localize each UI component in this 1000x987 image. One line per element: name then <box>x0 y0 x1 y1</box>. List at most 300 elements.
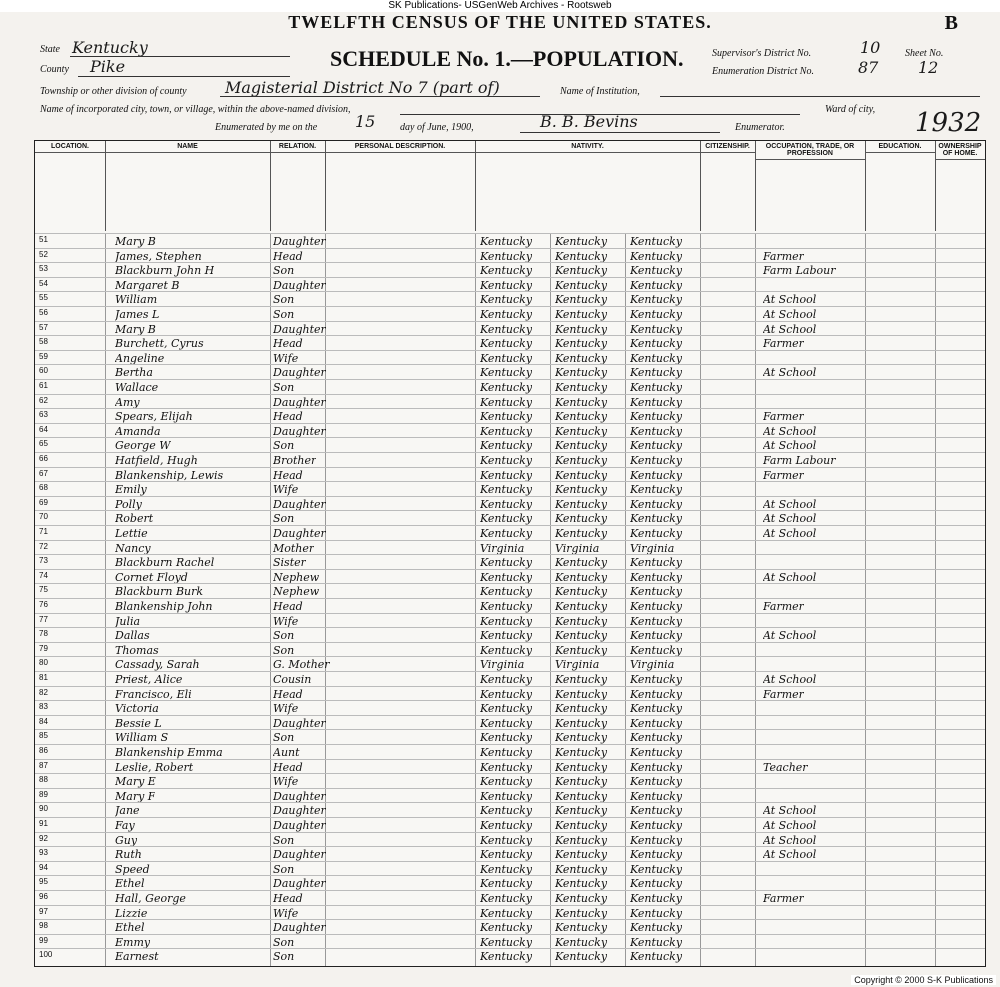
table-row <box>35 248 985 264</box>
birthplace-person: Kentucky <box>480 746 533 759</box>
sheet-label: Sheet No. <box>905 48 944 59</box>
col-citizenship: CITIZENSHIP. <box>700 141 756 231</box>
birthplace-mother: Kentucky <box>630 935 683 949</box>
relation: Wife <box>273 702 299 716</box>
table-row <box>35 934 985 950</box>
table-row <box>35 773 985 789</box>
birthplace-father: Kentucky <box>555 629 608 643</box>
row-number: 54 <box>39 278 48 288</box>
table-row <box>35 700 985 716</box>
person-name: Hatfield, Hugh <box>115 454 198 467</box>
person-name: Bertha <box>115 366 153 380</box>
relation: Son <box>273 950 295 964</box>
relation: Wife <box>273 614 299 628</box>
birthplace-father: Kentucky <box>555 381 608 394</box>
birthplace-person: Kentucky <box>480 716 533 730</box>
table-row <box>35 262 985 278</box>
person-name: Ethel <box>115 877 145 891</box>
table-row <box>35 905 985 921</box>
person-name: Guy <box>115 833 138 847</box>
birthplace-person: Kentucky <box>480 249 533 263</box>
relation: Daughter <box>273 921 326 935</box>
birthplace-father: Kentucky <box>555 527 608 540</box>
birthplace-father: Kentucky <box>555 264 608 278</box>
relation: Wife <box>273 775 299 789</box>
relation: Son <box>273 512 295 526</box>
table-row <box>35 467 985 483</box>
source-banner: SK Publications- USGenWeb Archives - Rootsweb <box>0 0 1000 12</box>
person-name: Amy <box>115 395 140 409</box>
person-name: Mary E <box>115 775 156 789</box>
birthplace-mother: Kentucky <box>630 468 683 482</box>
birthplace-person: Kentucky <box>480 512 533 526</box>
col-relation: RELATION. <box>270 141 326 231</box>
birthplace-person: Virginia <box>480 541 525 555</box>
birthplace-mother: Kentucky <box>630 235 683 248</box>
person-name: Lizzie <box>115 906 148 920</box>
birthplace-mother: Kentucky <box>630 424 683 438</box>
col-personal: PERSONAL DESCRIPTION. <box>325 141 476 231</box>
table-row <box>35 919 985 935</box>
occupation: At School <box>763 497 817 511</box>
birthplace-person: Kentucky <box>480 833 533 847</box>
person-name: Ethel <box>115 921 145 935</box>
birthplace-mother: Kentucky <box>630 512 683 526</box>
relation: G. Mother <box>273 658 330 672</box>
birthplace-mother: Kentucky <box>630 804 683 818</box>
row-number: 82 <box>39 687 48 697</box>
person-name: Emmy <box>115 935 151 949</box>
relation: Daughter <box>273 804 326 818</box>
row-number: 80 <box>39 658 48 668</box>
birthplace-person: Kentucky <box>480 264 533 278</box>
occupation: At School <box>763 527 817 540</box>
row-number: 52 <box>39 249 48 259</box>
birthplace-mother: Kentucky <box>630 877 683 891</box>
birthplace-mother: Kentucky <box>630 337 683 351</box>
row-number: 64 <box>39 424 48 434</box>
occupation: Farmer <box>763 249 804 263</box>
copyright-notice: Copyright © 2000 S-K Publications <box>851 975 996 985</box>
table-row <box>35 613 985 629</box>
birthplace-person: Kentucky <box>480 673 533 686</box>
table-row <box>35 890 985 906</box>
relation: Son <box>273 833 295 847</box>
birthplace-mother: Kentucky <box>630 366 683 380</box>
occupation: Teacher <box>763 760 808 774</box>
state-label: State <box>40 44 60 55</box>
person-name: Fay <box>115 819 135 832</box>
birthplace-father: Kentucky <box>555 235 608 248</box>
row-number: 92 <box>39 833 48 843</box>
row-number: 79 <box>39 643 48 653</box>
table-row <box>35 350 985 366</box>
person-name: Mary F <box>115 789 156 803</box>
person-name: Blackburn John H <box>115 264 215 278</box>
birthplace-mother: Kentucky <box>630 264 683 278</box>
occupation: Farmer <box>763 337 804 351</box>
birthplace-person: Kentucky <box>480 527 533 540</box>
row-number: 85 <box>39 731 48 741</box>
birthplace-mother: Kentucky <box>630 702 683 716</box>
relation: Daughter <box>273 278 326 292</box>
table-row <box>35 510 985 526</box>
birthplace-person: Kentucky <box>480 381 533 394</box>
relation: Daughter <box>273 322 326 336</box>
birthplace-mother: Kentucky <box>630 497 683 511</box>
occupation: At School <box>763 308 817 321</box>
relation: Cousin <box>273 673 312 686</box>
person-name: Cassady, Sarah <box>115 658 200 672</box>
birthplace-person: Kentucky <box>480 556 533 570</box>
birthplace-person: Kentucky <box>480 366 533 380</box>
table-row <box>35 569 985 585</box>
table-row <box>35 481 985 497</box>
birthplace-mother: Kentucky <box>630 760 683 774</box>
birthplace-father: Kentucky <box>555 877 608 891</box>
occupation: At School <box>763 570 817 584</box>
row-number: 67 <box>39 468 48 478</box>
table-row <box>35 846 985 862</box>
relation: Head <box>273 337 303 351</box>
table-row <box>35 394 985 410</box>
row-number: 97 <box>39 906 48 916</box>
relation: Daughter <box>273 497 326 511</box>
birthplace-mother: Kentucky <box>630 322 683 336</box>
relation: Son <box>273 862 295 876</box>
birthplace-mother: Kentucky <box>630 381 683 394</box>
birthplace-person: Kentucky <box>480 950 533 964</box>
birthplace-father: Kentucky <box>555 454 608 467</box>
row-number: 84 <box>39 716 48 726</box>
row-number: 91 <box>39 819 48 828</box>
person-name: Margaret B <box>115 278 180 292</box>
birthplace-mother: Kentucky <box>630 833 683 847</box>
birthplace-person: Kentucky <box>480 337 533 351</box>
table-row <box>35 817 985 833</box>
birthplace-person: Kentucky <box>480 497 533 511</box>
row-number: 90 <box>39 804 48 814</box>
birthplace-father: Kentucky <box>555 570 608 584</box>
row-number: 71 <box>39 527 48 536</box>
person-name: Jane <box>115 804 140 818</box>
table-row <box>35 364 985 380</box>
row-number: 81 <box>39 673 48 682</box>
birthplace-father: Kentucky <box>555 439 608 453</box>
birthplace-mother: Kentucky <box>630 527 683 540</box>
row-number: 76 <box>39 600 48 609</box>
table-row <box>35 437 985 453</box>
table-row <box>35 656 985 672</box>
row-number: 86 <box>39 746 48 755</box>
table-row <box>35 832 985 848</box>
enumeration-day: 15 <box>355 112 376 131</box>
relation: Mother <box>273 541 315 555</box>
birthplace-mother: Kentucky <box>630 556 683 570</box>
table-row <box>35 802 985 818</box>
birthplace-father: Kentucky <box>555 351 608 365</box>
birthplace-father: Kentucky <box>555 906 608 920</box>
relation: Daughter <box>273 366 326 380</box>
row-number: 95 <box>39 877 48 887</box>
table-row <box>35 540 985 556</box>
relation: Son <box>273 381 295 394</box>
person-name: Hall, George <box>115 892 186 905</box>
sheet-letter: B <box>944 12 958 34</box>
person-name: Priest, Alice <box>115 673 183 686</box>
col-occupation: OCCUPATION, TRADE, OR PROFESSION <box>755 141 866 231</box>
birthplace-person: Kentucky <box>480 570 533 584</box>
row-number: 100 <box>39 950 53 960</box>
birthplace-person: Kentucky <box>480 804 533 818</box>
birthplace-mother: Kentucky <box>630 410 683 424</box>
birthplace-person: Kentucky <box>480 351 533 365</box>
enumerator-line <box>520 132 720 133</box>
relation: Brother <box>273 454 317 467</box>
row-number: 53 <box>39 264 48 274</box>
table-row <box>35 335 985 351</box>
row-number: 65 <box>39 439 48 449</box>
birthplace-father: Kentucky <box>555 424 608 438</box>
birthplace-mother: Kentucky <box>630 351 683 365</box>
person-name: Blankenship, Lewis <box>115 468 224 482</box>
relation: Daughter <box>273 789 326 803</box>
person-name: William S <box>115 731 169 745</box>
relation: Head <box>273 600 303 613</box>
occupation: Farm Labour <box>763 264 836 278</box>
birthplace-father: Kentucky <box>555 673 608 686</box>
birthplace-person: Kentucky <box>480 454 533 467</box>
row-number: 58 <box>39 337 48 347</box>
township-label: Township or other division of county <box>40 86 187 97</box>
birthplace-father: Kentucky <box>555 278 608 292</box>
col-location: LOCATION. <box>35 141 106 231</box>
row-number: 77 <box>39 614 48 624</box>
birthplace-father: Virginia <box>555 658 600 672</box>
table-row <box>35 744 985 760</box>
birthplace-mother: Kentucky <box>630 614 683 628</box>
birthplace-father: Kentucky <box>555 804 608 818</box>
table-row <box>35 627 985 643</box>
person-name: Blankenship Emma <box>115 746 223 759</box>
birthplace-person: Kentucky <box>480 848 533 862</box>
birthplace-mother: Kentucky <box>630 249 683 263</box>
relation: Son <box>273 264 295 278</box>
row-number: 73 <box>39 556 48 566</box>
birthplace-father: Kentucky <box>555 775 608 789</box>
birthplace-mother: Kentucky <box>630 819 683 832</box>
birthplace-mother: Kentucky <box>630 570 683 584</box>
birthplace-father: Kentucky <box>555 337 608 351</box>
table-row <box>35 496 985 512</box>
row-number: 72 <box>39 541 48 551</box>
birthplace-father: Kentucky <box>555 862 608 876</box>
birthplace-person: Kentucky <box>480 629 533 643</box>
sheet-value: 12 <box>918 58 939 77</box>
relation: Wife <box>273 483 299 497</box>
row-number: 93 <box>39 848 48 858</box>
relation: Daughter <box>273 424 326 438</box>
birthplace-father: Kentucky <box>555 833 608 847</box>
row-number: 94 <box>39 862 48 872</box>
row-number: 96 <box>39 892 48 901</box>
person-name: William <box>115 293 158 307</box>
relation: Daughter <box>273 235 326 248</box>
enumerator-name: B. B. Bevins <box>540 112 638 131</box>
table-row <box>35 306 985 322</box>
table-row <box>35 729 985 745</box>
relation: Nephew <box>273 585 320 599</box>
relation: Head <box>273 892 303 905</box>
row-number: 57 <box>39 322 48 332</box>
birthplace-person: Kentucky <box>480 687 533 701</box>
occupation: At School <box>763 424 817 438</box>
birthplace-father: Kentucky <box>555 322 608 336</box>
township-value: Magisterial District No 7 (part of) <box>225 78 500 97</box>
birthplace-person: Kentucky <box>480 877 533 891</box>
birthplace-mother: Kentucky <box>630 687 683 701</box>
birthplace-mother: Kentucky <box>630 439 683 453</box>
person-name: Earnest <box>115 950 159 964</box>
birthplace-person: Kentucky <box>480 293 533 307</box>
occupation: Farmer <box>763 410 804 424</box>
birthplace-person: Kentucky <box>480 483 533 497</box>
state-value: Kentucky <box>72 38 148 57</box>
relation: Head <box>273 468 303 482</box>
birthplace-person: Virginia <box>480 658 525 672</box>
birthplace-person: Kentucky <box>480 775 533 789</box>
row-number: 74 <box>39 570 48 580</box>
table-row <box>35 452 985 468</box>
person-name: Robert <box>115 512 154 526</box>
relation: Son <box>273 935 295 949</box>
table-row <box>35 715 985 731</box>
county-value: Pike <box>90 57 126 76</box>
birthplace-mother: Kentucky <box>630 278 683 292</box>
relation: Son <box>273 308 295 321</box>
birthplace-person: Kentucky <box>480 410 533 424</box>
relation: Daughter <box>273 716 326 730</box>
birthplace-person: Kentucky <box>480 702 533 716</box>
birthplace-father: Kentucky <box>555 819 608 832</box>
supervisor-value: 10 <box>860 38 881 57</box>
birthplace-person: Kentucky <box>480 308 533 321</box>
row-number: 70 <box>39 512 48 522</box>
birthplace-father: Kentucky <box>555 950 608 964</box>
birthplace-father: Kentucky <box>555 687 608 701</box>
row-number: 68 <box>39 483 48 493</box>
birthplace-person: Kentucky <box>480 760 533 774</box>
row-number: 51 <box>39 235 48 244</box>
birthplace-father: Kentucky <box>555 308 608 321</box>
birthplace-mother: Kentucky <box>630 746 683 759</box>
person-name: Victoria <box>115 702 159 716</box>
table-row <box>35 686 985 702</box>
birthplace-father: Kentucky <box>555 643 608 657</box>
occupation: At School <box>763 819 817 832</box>
birthplace-mother: Kentucky <box>630 950 683 964</box>
table-row <box>35 423 985 439</box>
col-ownership: OWNERSHIP OF HOME. <box>935 141 985 231</box>
row-number: 66 <box>39 454 48 463</box>
birthplace-mother: Virginia <box>630 658 675 672</box>
page-number: 1932 <box>915 108 982 138</box>
birthplace-mother: Kentucky <box>630 716 683 730</box>
row-number: 75 <box>39 585 48 595</box>
birthplace-mother: Kentucky <box>630 585 683 599</box>
person-name: Mary B <box>115 322 156 336</box>
birthplace-person: Kentucky <box>480 643 533 657</box>
enumeration-label: Enumeration District No. <box>712 66 814 77</box>
row-number: 56 <box>39 308 48 317</box>
birthplace-person: Kentucky <box>480 468 533 482</box>
relation: Daughter <box>273 848 326 862</box>
person-name: George W <box>115 439 171 453</box>
birthplace-father: Kentucky <box>555 483 608 497</box>
person-name: Francisco, Eli <box>115 687 192 701</box>
person-name: Spears, Elijah <box>115 410 193 424</box>
row-number: 78 <box>39 629 48 639</box>
person-name: Blackburn Burk <box>115 585 204 599</box>
birthplace-mother: Kentucky <box>630 731 683 745</box>
person-name: Wallace <box>115 381 159 394</box>
relation: Son <box>273 731 295 745</box>
birthplace-person: Kentucky <box>480 322 533 336</box>
relation: Daughter <box>273 819 326 832</box>
birthplace-person: Kentucky <box>480 935 533 949</box>
relation: Daughter <box>273 395 326 409</box>
table-row <box>35 277 985 293</box>
birthplace-mother: Kentucky <box>630 308 683 321</box>
table-row <box>35 875 985 891</box>
person-name: Nancy <box>115 541 151 555</box>
birthplace-mother: Virginia <box>630 541 675 555</box>
birthplace-mother: Kentucky <box>630 293 683 307</box>
table-row <box>35 583 985 599</box>
col-name: NAME <box>105 141 271 231</box>
table-row <box>35 671 985 687</box>
birthplace-father: Kentucky <box>555 395 608 409</box>
relation: Head <box>273 249 303 263</box>
col-education: EDUCATION. <box>865 141 936 231</box>
birthplace-person: Kentucky <box>480 585 533 599</box>
relation: Wife <box>273 906 299 920</box>
occupation: Farmer <box>763 468 804 482</box>
person-name: Dallas <box>115 629 150 643</box>
birthplace-person: Kentucky <box>480 862 533 876</box>
birthplace-mother: Kentucky <box>630 789 683 803</box>
person-name: Amanda <box>115 424 161 438</box>
ward-label: Ward of city, <box>825 104 876 115</box>
institution-label: Name of Institution, <box>560 86 640 97</box>
birthplace-mother: Kentucky <box>630 629 683 643</box>
person-name: Polly <box>115 497 142 511</box>
relation: Daughter <box>273 527 326 540</box>
row-number: 87 <box>39 760 48 770</box>
birthplace-mother: Kentucky <box>630 892 683 905</box>
person-name: Thomas <box>115 643 159 657</box>
relation: Son <box>273 293 295 307</box>
birthplace-mother: Kentucky <box>630 643 683 657</box>
birthplace-person: Kentucky <box>480 235 533 248</box>
person-name: Ruth <box>115 848 142 862</box>
birthplace-person: Kentucky <box>480 906 533 920</box>
row-number: 88 <box>39 775 48 785</box>
row-number: 59 <box>39 351 48 361</box>
occupation: At School <box>763 804 817 818</box>
birthplace-mother: Kentucky <box>630 848 683 862</box>
row-number: 60 <box>39 366 48 376</box>
